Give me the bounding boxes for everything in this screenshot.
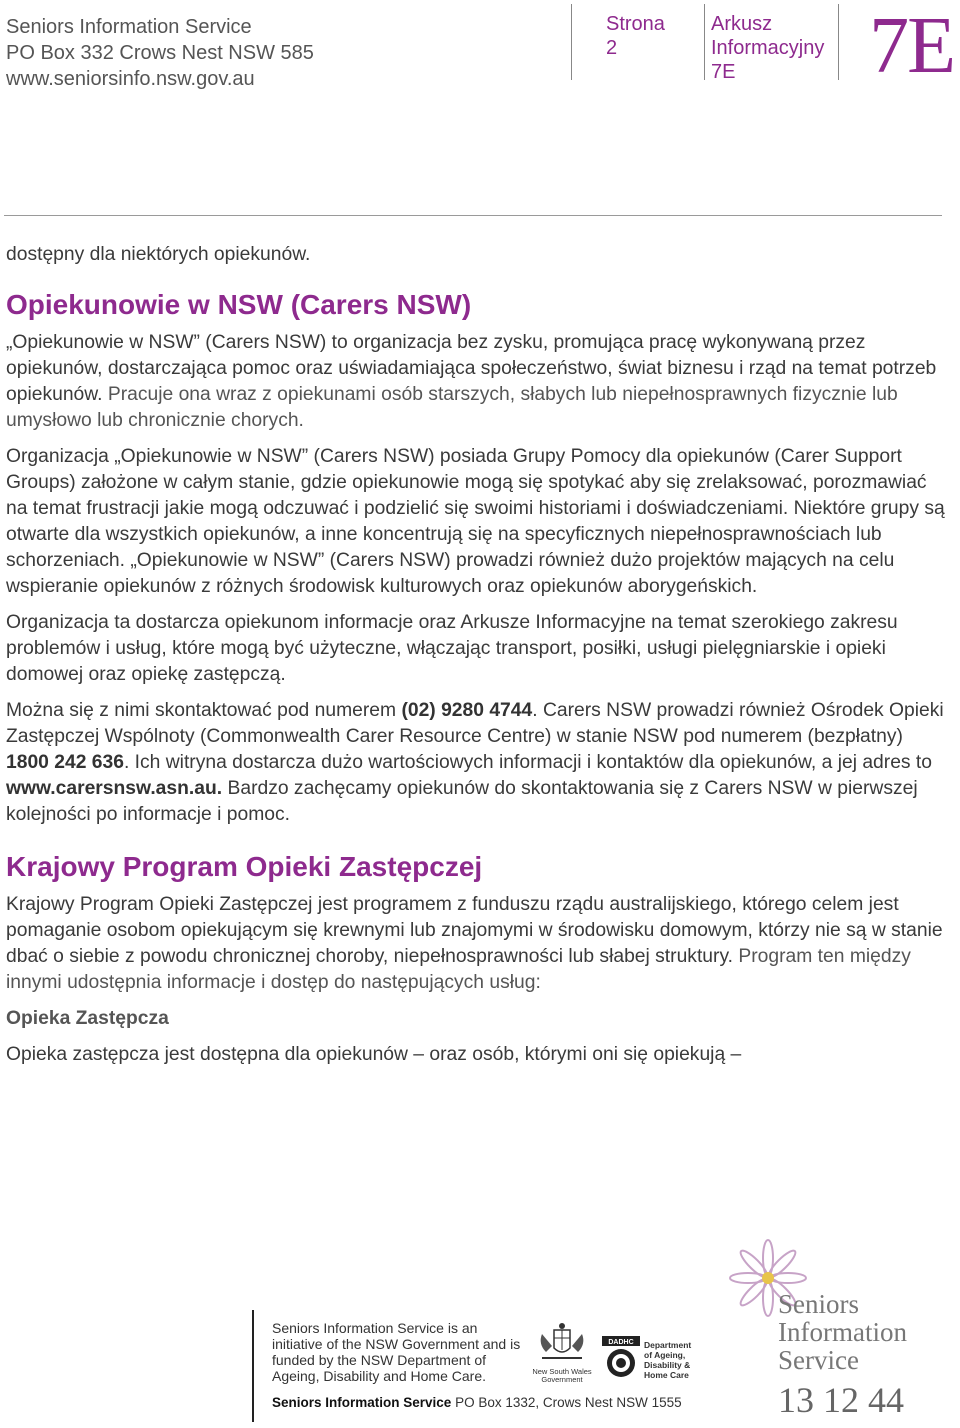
- subheading: Opieka Zastępcza: [6, 1008, 169, 1029]
- paragraph-text: . Carers NSW prowadzi również Ośrodek Opieki Zastępczej Wspólnoty (Commonwealth Carer Resource Centre) w stanie NSW pod numerem (bezpłatny): [6, 700, 944, 747]
- paragraph: Opieka zastępcza jest dostępna dla opiekunów – oraz osób, którymi oni się opiekują –: [6, 1044, 742, 1065]
- section-title-respite: Krajowy Program Opieki Zastępczej: [6, 851, 483, 882]
- website-link[interactable]: www.carersnsw.asn.au.: [6, 778, 223, 799]
- header-divider: [838, 4, 839, 80]
- phone-number: 1800 242 636: [6, 752, 124, 773]
- dadhc-logo-icon: [602, 1336, 640, 1380]
- sheet-value: 7E: [711, 61, 736, 83]
- logo-phone: 13 12 44: [778, 1380, 904, 1420]
- page-number: 2: [606, 37, 618, 59]
- header-rule: [4, 215, 942, 216]
- page-indicator: [606, 12, 665, 60]
- nsw-crest-icon: [532, 1322, 592, 1366]
- phone-number: (02) 9280 4744: [401, 700, 533, 721]
- paragraph: [6, 330, 946, 434]
- paragraph-text: Niektóre grupy są otwarte dla wszystkich opiekunów, a inne koncentrują się na specyficznych niepełnosprawnościach lub schorzeniach. „Opiekunowie w NSW” (Carers NSW) prowadzi również dużo projektów mających na celu wspieranie opiekunów z różnych środowisk kulturowych oraz opiekunów aborygeńskich.: [6, 498, 945, 597]
- paragraph: Organizacja ta dostarcza opiekunom informacje oraz Arkusze Informacyjne na temat szerokiego zakresu problemów i usług, które mogą być użyteczne, włączając transport, posiłki, usługi pielęgniarskie i opieki domowej oraz opiekę zastępczą.: [6, 612, 898, 685]
- paragraph-text: Program ten między innymi udostępnia informacje i dostęp do następujących usług:: [6, 946, 911, 993]
- paragraph: [6, 892, 946, 996]
- page-label: Strona: [606, 13, 665, 35]
- section-title-carers: Opiekunowie w NSW (Carers NSW): [6, 289, 472, 320]
- footer-divider: [252, 1310, 254, 1422]
- sheet-code: 7E: [869, 2, 954, 90]
- paragraph-text: Można się z nimi skontaktować pod numerem: [6, 700, 402, 721]
- logo-line: Seniors: [778, 1289, 859, 1319]
- header-divider: [704, 4, 705, 80]
- dadhc-name: Department of Ageing, Disability & Home Care: [644, 1340, 692, 1380]
- org-address: PO Box 332 Crows Nest NSW 585: [6, 42, 314, 64]
- org-website: www.seniorsinfo.nsw.gov.au: [6, 68, 255, 90]
- dadhc-code: DADHC: [608, 1339, 634, 1346]
- document-body: [6, 242, 946, 1068]
- paragraph: [6, 444, 946, 600]
- footer-address: [272, 1395, 682, 1411]
- paragraph-text: „Opiekunowie w NSW” (Carers NSW) to organizacja bez zysku, promująca pracę wykonywaną przez opiekunów, dostarczająca pomoc oraz uświadamiająca społeczeństwo, świat biznesu i rząd na temat potrzeb opiekunów.: [6, 332, 937, 405]
- paragraph-text: Bardzo zachęcamy opiekunów do skontaktowania się z Carers NSW w pierwszej kolejności po informacje i pomoc.: [6, 778, 918, 825]
- footer-initiative-text: Seniors Information Service is an initiative of the NSW Government and is funded by the NSW Department of Ageing, Disability and Home Care.: [272, 1320, 521, 1384]
- sheet-label-2: Informacyjny: [711, 37, 825, 59]
- logo-line: Information: [778, 1317, 907, 1347]
- footer-address-name: Seniors Information Service: [272, 1395, 452, 1410]
- paragraph-text: Organizacja „Opiekunowie w NSW” (Carers NSW) posiada Grupy Pomocy dla opiekunów (Carer Support Groups) założone w całym stanie, gdzie opiekunowie mogą się spotykać aby się zrelaksować, porozmawiać na temat frustracji jakie mogą odczuwać i podzielić się swoimi historiami i doświadczeniami.: [6, 446, 927, 519]
- paragraph-text: Krajowy Program Opieki Zastępczej jest programem z funduszu rządu australijskiego, którego celem jest pomaganie osobom opiekującym się krewnymi lub znajomymi w środowisku domowym, którzy nie są w stanie dbać o siebie z powodu chronicznej choroby, niepełnosprawności lub słabej struktury.: [6, 894, 943, 967]
- paragraph-text: . Ich witryna dostarcza dużo wartościowych informacji i kontaktów dla opiekunów, a jej adres to: [123, 752, 933, 773]
- seniors-info-logo: [778, 1290, 907, 1420]
- sheet-label-1: Arkusz: [711, 13, 773, 35]
- logo-line: Service: [778, 1345, 859, 1375]
- paragraph: [6, 698, 946, 828]
- header-divider: [571, 4, 572, 80]
- paragraph-text: Pracuje ona wraz z opiekunami osób starszych, słabych lub niepełnosprawnych fizycznie lub umysłowo lub chronicznie chorych.: [6, 384, 898, 431]
- nsw-government-label: New South Wales Government: [532, 1367, 592, 1384]
- footer-address-text: PO Box 1332, Crows Nest NSW 1555: [451, 1395, 682, 1410]
- org-name: Seniors Information Service: [6, 16, 252, 38]
- header-organization: [6, 14, 314, 92]
- sheet-indicator: [711, 12, 824, 84]
- intro-text: dostępny dla niektórych opiekunów.: [6, 244, 311, 265]
